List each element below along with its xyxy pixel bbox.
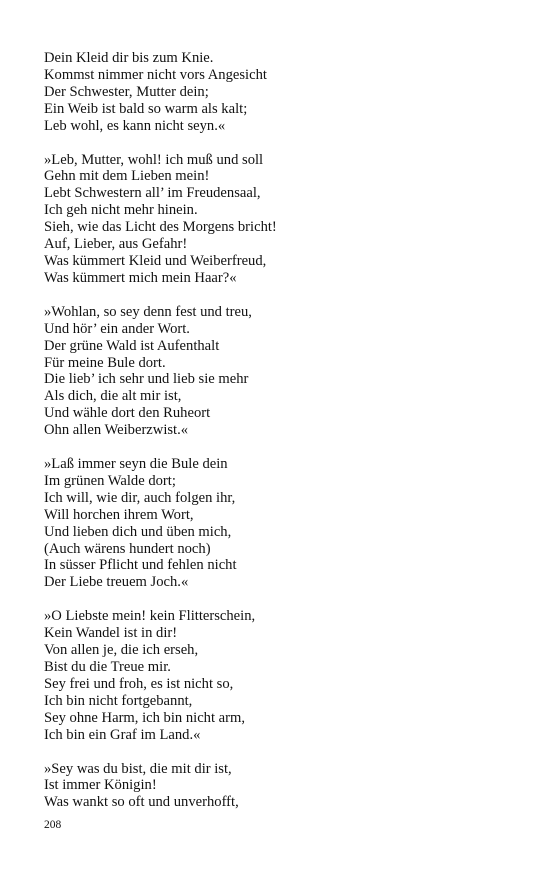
verse-line: Leb wohl, es kann nicht seyn.« bbox=[44, 117, 226, 134]
verse-line: Sey frei und froh, es ist nicht so, bbox=[44, 675, 234, 692]
verse-line: In süsser Pflicht und fehlen nicht bbox=[44, 557, 237, 574]
verse-line: Sey ohne Harm, ich bin nicht arm, bbox=[44, 709, 246, 726]
stanza-2 bbox=[44, 152, 514, 287]
verse-line: (Auch wärens hundert noch) bbox=[44, 540, 211, 557]
verse-line: Und lieben dich und üben mich, bbox=[44, 523, 232, 540]
verse-line: Will horchen ihrem Wort, bbox=[44, 506, 194, 523]
verse-line: Dein Kleid dir bis zum Knie. bbox=[44, 50, 214, 66]
verse-line: Ich will, wie dir, auch folgen ihr, bbox=[44, 489, 236, 506]
verse-line: Kommst nimmer nicht vors Angesicht bbox=[44, 66, 267, 83]
verse-line: Im grünen Walde dort; bbox=[44, 472, 176, 489]
verse-line: »Leb, Mutter, wohl! ich muß und soll bbox=[44, 151, 264, 168]
verse-line: Sieh, wie das Licht des Morgens bricht! bbox=[44, 219, 277, 236]
verse-line: Bist du die Treue mir. bbox=[44, 659, 171, 675]
verse-line: Der Schwester, Mutter dein; bbox=[44, 83, 209, 100]
poem-page bbox=[44, 50, 514, 828]
verse-line: Der grüne Wald ist Aufenthalt bbox=[44, 337, 220, 354]
verse-line: »Wohlan, so sey denn fest und treu, bbox=[44, 303, 252, 320]
stanza-5 bbox=[44, 608, 514, 743]
verse-line: Als dich, die alt mir ist, bbox=[44, 388, 182, 405]
verse-line: Und wähle dort den Ruheort bbox=[44, 405, 211, 422]
verse-line: Ich bin ein Graf im Land.« bbox=[44, 726, 201, 743]
stanza-3 bbox=[44, 304, 514, 439]
verse-line: Ist immer Königin! bbox=[44, 777, 157, 794]
verse-line: Lebt Schwestern all’ im Freudensaal, bbox=[44, 185, 261, 202]
verse-line: Gehn mit dem Lieben mein! bbox=[44, 168, 210, 185]
verse-line: Und hör’ ein ander Wort. bbox=[44, 320, 190, 337]
verse-line: Was kümmert mich mein Haar?« bbox=[44, 269, 237, 286]
verse-line: Was wankt so oft und unverhofft, bbox=[44, 794, 239, 811]
verse-line: Ohn allen Weiberzwist.« bbox=[44, 422, 189, 439]
verse-line: Ein Weib ist bald so warm als kalt; bbox=[44, 100, 248, 117]
stanza-4 bbox=[44, 456, 514, 591]
verse-line: Die lieb’ ich sehr und lieb sie mehr bbox=[44, 371, 249, 388]
verse-line: »Laß immer seyn die Bule dein bbox=[44, 456, 228, 473]
verse-line: Was kümmert Kleid und Weiberfreud, bbox=[44, 252, 267, 269]
verse-line: »Sey was du bist, die mit dir ist, bbox=[44, 760, 232, 777]
verse-line: Für meine Bule dort. bbox=[44, 354, 166, 371]
verse-line: Ich geh nicht mehr hinein. bbox=[44, 202, 198, 219]
verse-line: Auf, Lieber, aus Gefahr! bbox=[44, 236, 188, 253]
verse-line: »O Liebste mein! kein Flitterschein, bbox=[44, 608, 256, 625]
stanza-6 bbox=[44, 761, 514, 812]
verse-line: Ich bin nicht fortgebannt, bbox=[44, 692, 193, 709]
verse-line: Kein Wandel ist in dir! bbox=[44, 625, 178, 642]
verse-line: Der Liebe treuem Joch.« bbox=[44, 574, 189, 591]
verse-line: Von allen je, die ich erseh, bbox=[44, 642, 199, 659]
page-number: 208 bbox=[44, 819, 62, 831]
stanza-1 bbox=[44, 50, 514, 135]
